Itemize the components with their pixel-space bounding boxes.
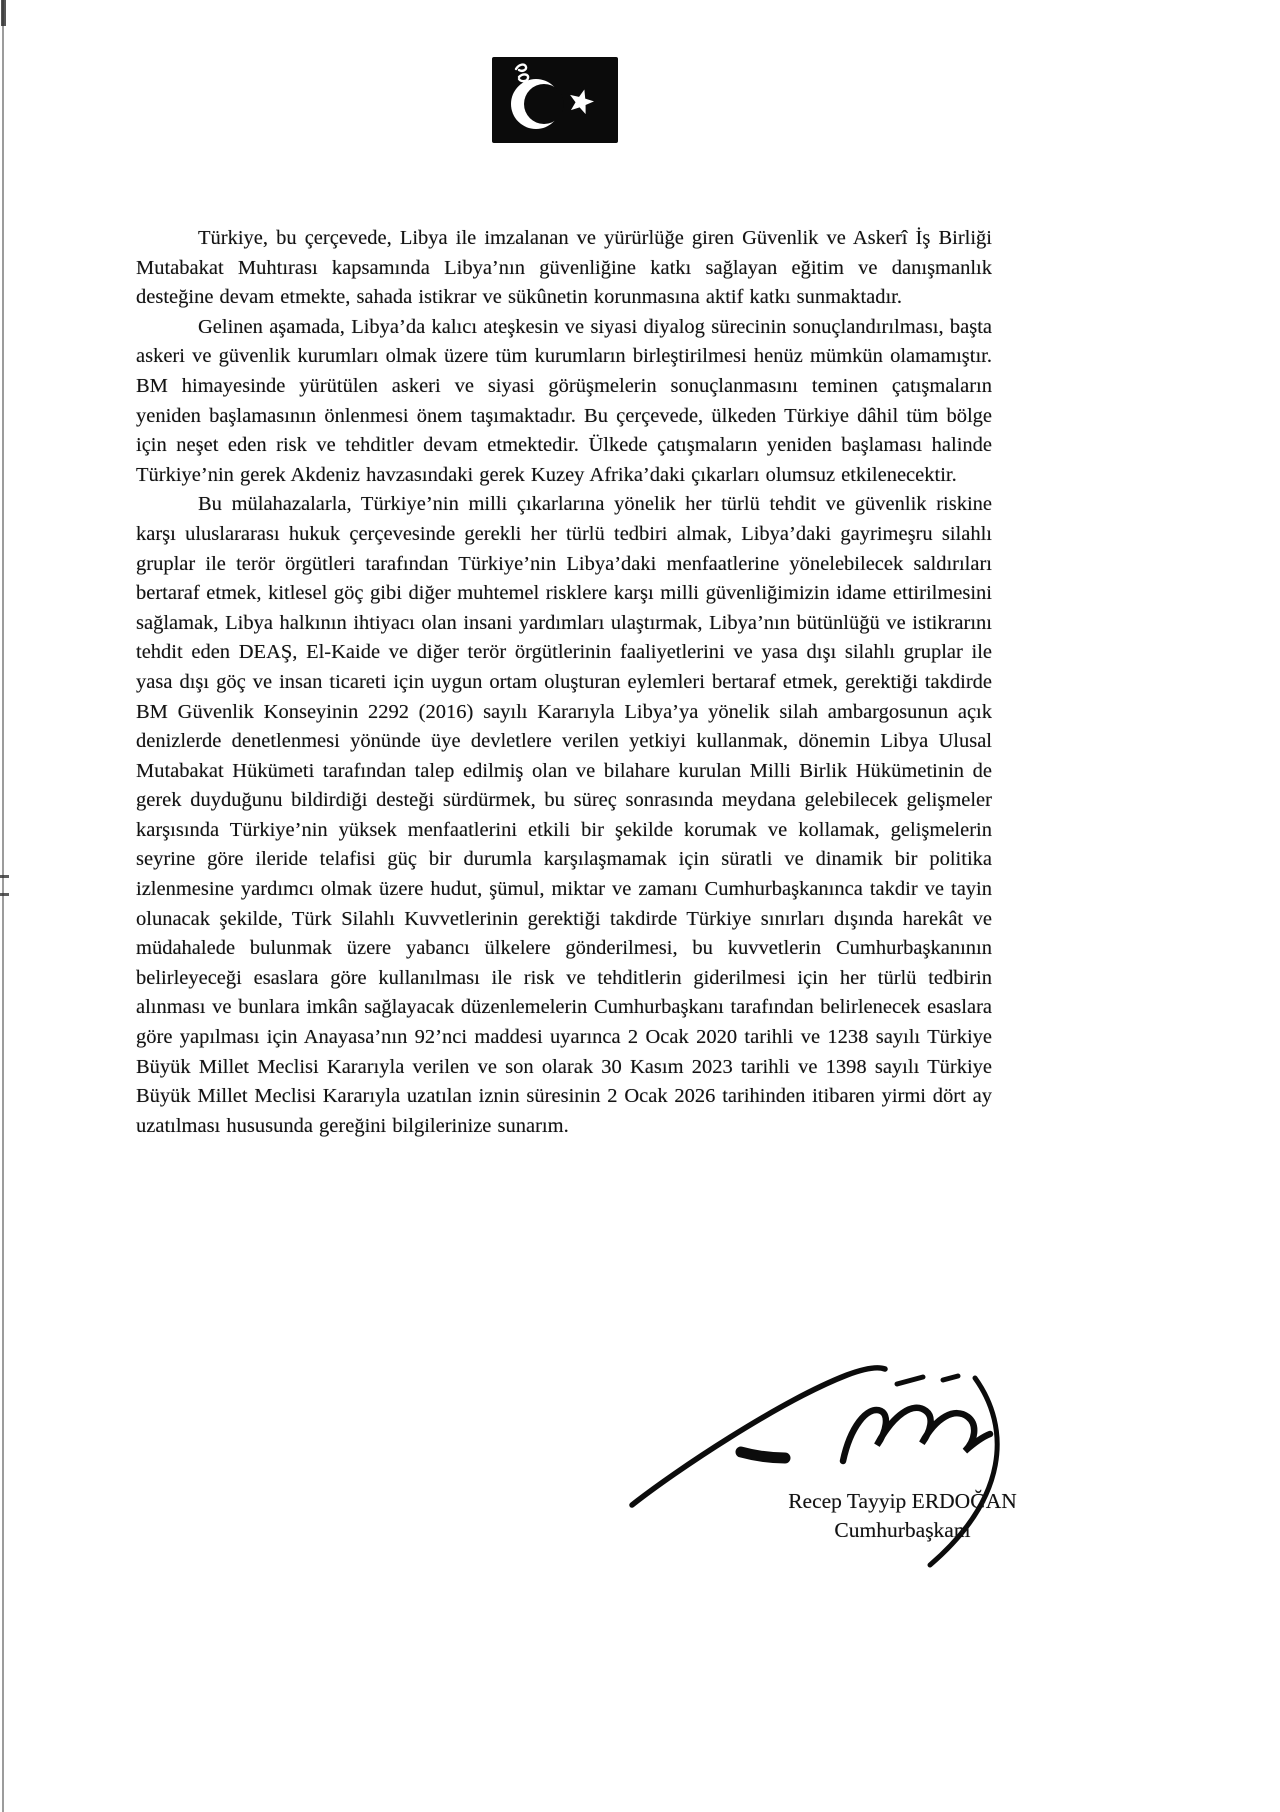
turkish-flag-icon [492, 57, 618, 143]
letter-body [136, 224, 992, 1141]
paragraph-3: Bu mülahazalarla, Türkiye’nin milli çıkarlarına yönelik her türlü tehdit ve güvenlik riskine karşı uluslararası hukuk çerçevesinde gerekli her türlü tedbiri almak, Libya’daki gayrimeşru silahlı gruplar ile terör örgütleri tarafından Türkiye’nin Libya’daki menfaatlerine yönelebilecek saldırıları bertaraf etmek, kitlesel göç gibi diğer muhtemel risklere karşı milli güvenliğimizin idame ettirilmesini sağlamak, Libya halkının ihtiyacı olan insani yardımları ulaştırmak, Libya’nın bütünlüğü ve istikrarını tehdit eden DEAŞ, El-Kaide ve diğer terör örgütlerinin faaliyetlerini ve yasa dışı silahlı gruplar ile yasa dışı göç ve insan ticareti için uygun ortam oluşturan eylemleri bertaraf etmek, gerektiği takdirde BM Güvenlik Konseyinin 2292 (2016) sayılı Kararıyla Libya’ya yönelik silah ambargosunun açık denizlerde denetlenmesi yönünde üye devletlere verilen yetkiyi kullanmak, dönemin Libya Ulusal Mutabakat Hükümeti tarafından talep edilmiş olan ve bilahare kurulan Milli Birlik Hükümetinin de gerek duyduğunu bildirdiği desteği sürdürmek, bu süreç sonrasında meydana gelebilecek gelişmeler karşısında Türkiye’nin yüksek menfaatlerini etkili bir şekilde korumak ve kollamak, gelişmelerin seyrine göre ileride telafisi güç bir durumla karşılaşmamak için süratli ve dinamik bir politika izlenmesine yardımcı olmak üzere hudut, şümul, miktar ve zamanı Cumhurbaşkanınca takdir ve tayin olunacak şekilde, Türk Silahlı Kuvvetlerinin gerektiği takdirde Türkiye sınırları dışında harekât ve müdahalede bulunmak üzere yabancı ülkelere gönderilmesi, bu kuvvetlerin Cumhurbaşkanının belirleyeceği esaslara göre kullanılması ile risk ve tehditlerin giderilmesi için her türlü tedbirin alınması ve bunlara imkân sağlayacak düzenlemelerin Cumhurbaşkanı tarafından belirlenecek esaslara göre yapılması için Anayasa’nın 92’nci maddesi uyarınca 2 Ocak 2020 tarihli ve 1238 sayılı Türkiye Büyük Millet Meclisi Kararıyla verilen ve son olarak 30 Kasım 2023 tarihli ve 1398 sayılı Türkiye Büyük Millet Meclisi Kararıyla uzatılan iznin süresinin 2 Ocak 2026 tarihinden itibaren yirmi dört ay uzatılması hususunda gereğini bilgilerinize sunarım. [136, 493, 992, 1137]
paragraph-2: Gelinen aşamada, Libya’da kalıcı ateşkesin ve siyasi diyalog sürecinin sonuçlandırılması, başta askeri ve güvenlik kurumları olmak üzere tüm kurumların birleştirilmesi henüz mümkün olamamıştır. BM himayesinde yürütülen askeri ve siyasi görüşmelerin sonuçlanmasını teminen çatışmaların yeniden başlamasının önlenmesi önem taşımaktadır. Bu çerçevede, ülkeden Türkiye dâhil tüm bölge için neşet eden risk ve tehditler devam etmektedir. Ülkede çatışmaların yeniden başlaması halinde Türkiye’nin gerek Akdeniz havzasındaki gerek Kuzey Afrika’daki çıkarları olumsuz etkilenecektir. [136, 315, 992, 486]
scan-edge-artifact-top [1, 0, 6, 26]
signer-title: Cumhurbaşkanı [834, 1518, 971, 1542]
signature-block [745, 1487, 1060, 1545]
signer-name: Recep Tayyip ERDOĞAN [788, 1489, 1017, 1513]
turkish-flag-emblem-icon [492, 57, 618, 143]
scan-dash-artifact [0, 875, 9, 878]
scan-edge-artifact [2, 0, 4, 1812]
paragraph-1: Türkiye, bu çerçevede, Libya ile imzalanan ve yürürlüğe giren Güvenlik ve Askerî İş Birliği Mutabakat Muhtırası kapsamında Libya’nın güvenliğine katkı sağlayan eğitim ve danışmanlık desteğine devam etmekte, sahada istikrar ve sükûnetin korunmasına aktif katkı sunmaktadır. [136, 227, 992, 309]
scan-dash-artifact [0, 893, 9, 896]
